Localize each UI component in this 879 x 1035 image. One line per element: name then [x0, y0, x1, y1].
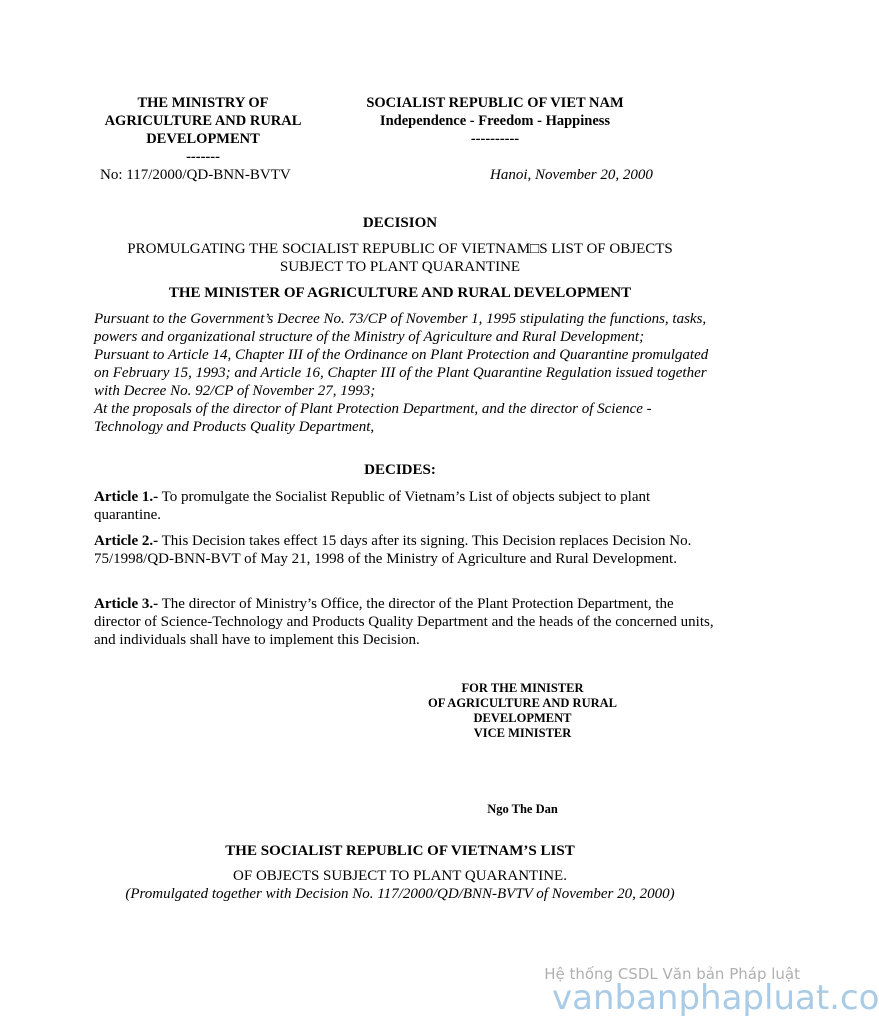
article-label: Article 1.- — [94, 489, 159, 505]
place-and-date: Hanoi, November 20, 2000 — [490, 167, 653, 183]
signature-line3: DEVELOPMENT — [473, 711, 572, 725]
signature-line2: OF AGRICULTURE AND RURAL — [427, 696, 618, 710]
ministry-name-line3: DEVELOPMENT — [146, 131, 260, 147]
watermark-site: vanbanphapluat.co — [552, 978, 879, 1018]
article-1 — [94, 488, 714, 524]
decides-heading: DECIDES: — [364, 462, 436, 478]
document-number: No: 117/2000/QD-BNN-BVTV — [100, 167, 291, 183]
signature-line1: FOR THE MINISTER — [461, 681, 584, 695]
minister-title: THE MINISTER OF AGRICULTURE AND RURAL DEVELOPMENT — [168, 285, 632, 301]
article-text: This Decision takes effect 15 days after its signing. This Decision replaces Decision No. 75/1998/QD-BNN-BVT of May 21, 1998 of the Ministry of Agriculture and Rural Development. — [94, 533, 692, 567]
list-note: (Promulgated together with Decision No. 117/2000/QD/BNN-BVTV of November 20, 2000) — [125, 886, 675, 902]
republic-name: SOCIALIST REPUBLIC OF VIET NAM — [366, 95, 624, 111]
decision-title: DECISION — [362, 215, 438, 231]
list-subtitle: OF OBJECTS SUBJECT TO PLANT QUARANTINE. — [233, 868, 567, 884]
preamble — [94, 310, 714, 436]
watermark-caption: Hệ thống CSDL Văn bản Pháp luật — [544, 965, 800, 983]
signer-name: Ngo The Dan — [487, 802, 558, 816]
republic-header — [340, 94, 650, 148]
ministry-rule: ------- — [186, 149, 220, 165]
preamble-paragraph: Pursuant to the Government’s Decree No. 73/CP of November 1, 1995 stipulating the functions, tasks, powers and organizational structure of the Ministry of Agriculture and Rural Development; — [94, 311, 707, 345]
signature-line4: VICE MINISTER — [473, 726, 572, 740]
list-title: THE SOCIALIST REPUBLIC OF VIETNAM’S LIST — [225, 843, 575, 859]
article-3 — [94, 595, 714, 649]
preamble-paragraph: At the proposals of the director of Plant Protection Department, and the director of Science - Technology and Products Quality Department, — [94, 401, 652, 435]
decision-subtitle-line2: SUBJECT TO PLANT QUARANTINE — [279, 259, 521, 275]
ministry-name-line2: AGRICULTURE AND RURAL — [104, 113, 302, 129]
ministry-name-line1: THE MINISTRY OF — [137, 95, 269, 111]
ministry-header — [88, 94, 318, 166]
article-label: Article 3.- — [94, 596, 159, 612]
national-motto: Independence - Freedom - Happiness — [379, 113, 611, 129]
decision-subtitle — [100, 240, 700, 276]
article-text: The director of Ministry’s Office, the director of the Plant Protection Department, the director of Science-Technology and Products Quality Department and the heads of the concerned units, and individuals shall have to implement this Decision. — [94, 596, 714, 648]
motto-rule: ---------- — [470, 131, 520, 147]
article-label: Article 2.- — [94, 533, 159, 549]
article-2 — [94, 532, 714, 568]
signature-block — [410, 681, 635, 741]
decision-subtitle-line1: PROMULGATING THE SOCIALIST REPUBLIC OF VIETNAM□S LIST OF OBJECTS — [127, 241, 673, 257]
preamble-paragraph: Pursuant to Article 14, Chapter III of the Ordinance on Plant Protection and Quarantine promulgated on February 15, 1993; and Article 16, Chapter III of the Plant Quarantine Regulation issued together with Decree No. 92/CP of November 27, 1993; — [94, 347, 709, 399]
article-text: To promulgate the Socialist Republic of Vietnam’s List of objects subject to plant quarantine. — [94, 489, 651, 523]
